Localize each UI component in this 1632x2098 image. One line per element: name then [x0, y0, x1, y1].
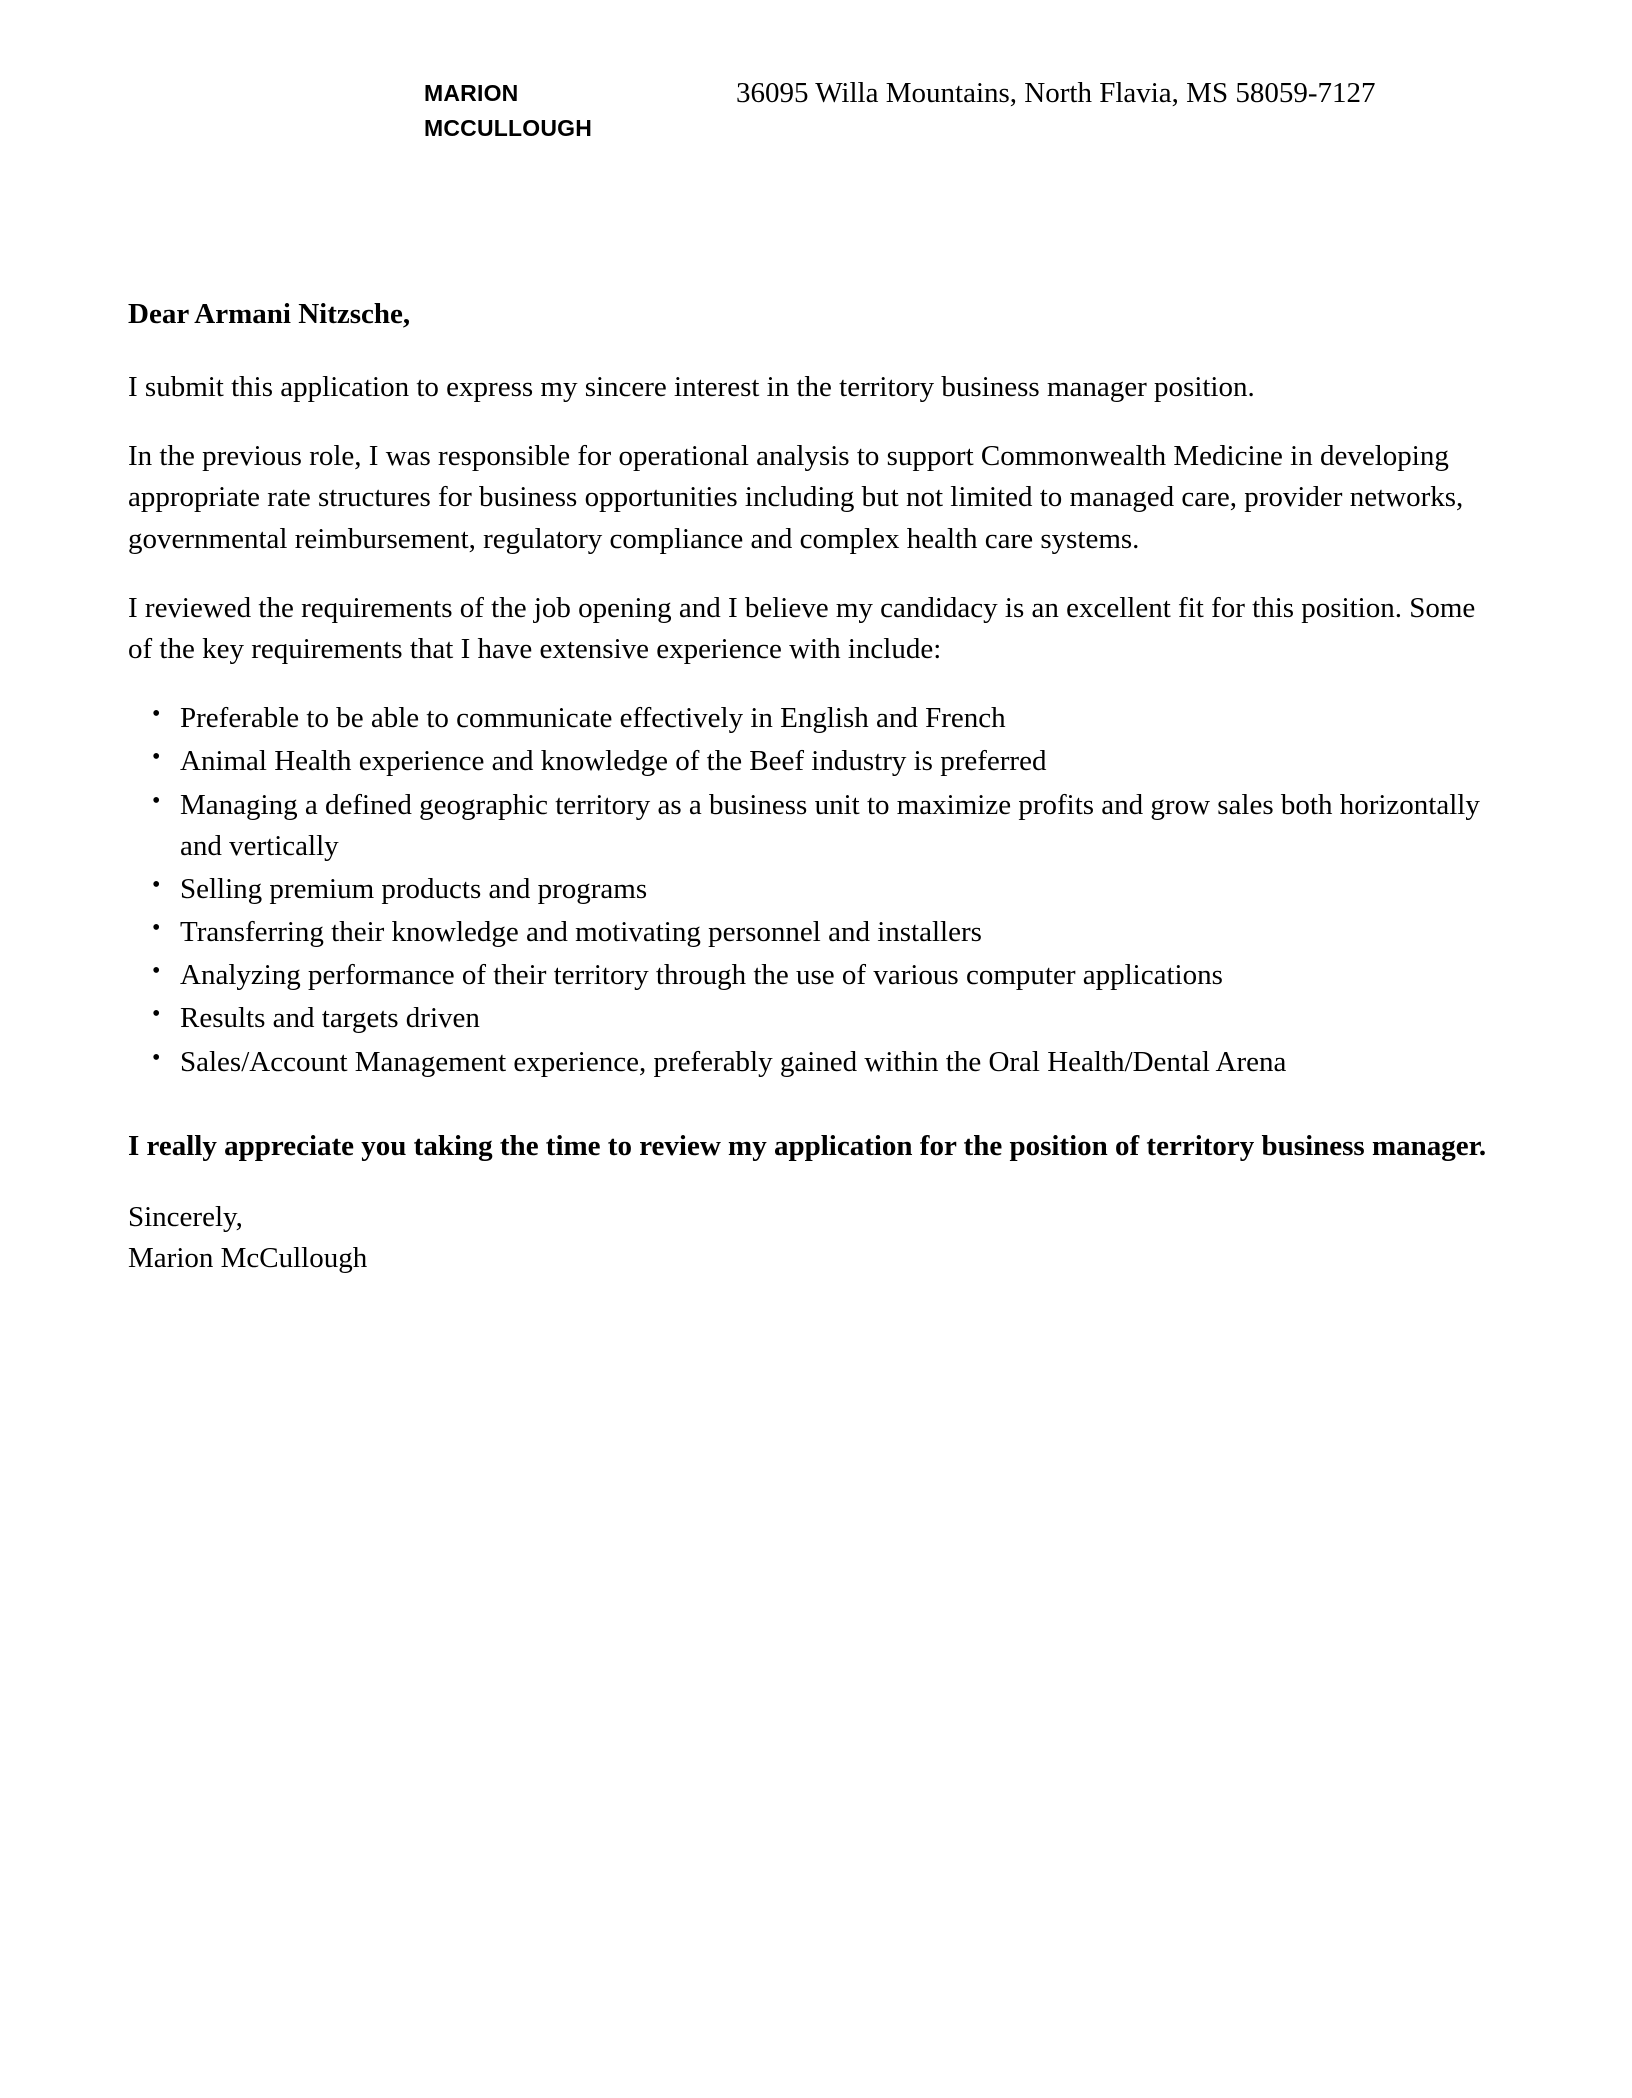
- requirements-list: [128, 698, 1503, 1083]
- sender-name: MARION MCCULLOUGH: [424, 80, 593, 141]
- signer-name: Marion McCullough: [128, 1242, 368, 1275]
- paragraph-experience: In the previous role, I was responsible for operational analysis to support Commonwealth Medicine in developing appropriate rate structures for business opportunities including but not limited to managed care, provider networks, governmental reimbursement, regulatory compliance and complex health care systems.: [128, 440, 1464, 555]
- salutation: Dear Armani Nitzsche,: [128, 298, 411, 330]
- signature-block: [128, 1197, 1503, 1279]
- list-item: • Selling premium products and programs: [180, 869, 1503, 910]
- letterhead: [0, 76, 1632, 146]
- paragraph-requirements-intro: I reviewed the requirements of the job opening and I believe my candidacy is an excellent fit for this position. Some of the key requirements that I have extensive experience with include:: [128, 591, 1476, 665]
- closing-statement: I really appreciate you taking the time to review my application for the position of territory business manager.: [128, 1129, 1487, 1162]
- sender-address: 36095 Willa Mountains, North Flavia, MS 58059-7127: [736, 77, 1376, 109]
- list-item: • Preferable to be able to communicate effectively in English and French: [180, 698, 1503, 739]
- letter-body: [128, 295, 1503, 1279]
- list-item: • Transferring their knowledge and motivating personnel and installers: [180, 912, 1503, 953]
- list-item: • Analyzing performance of their territory through the use of various computer applications: [180, 955, 1503, 996]
- list-item: • Animal Health experience and knowledge of the Beef industry is preferred: [180, 741, 1503, 782]
- list-item: • Sales/Account Management experience, preferably gained within the Oral Health/Dental Arena: [180, 1042, 1503, 1083]
- list-item: • Results and targets driven: [180, 998, 1503, 1039]
- paragraph-intro: I submit this application to express my sincere interest in the territory business manager position.: [128, 371, 1255, 404]
- valediction: Sincerely,: [128, 1200, 243, 1233]
- list-item: • Managing a defined geographic territory as a business unit to maximize profits and grow sales both horizontally and vertically: [180, 785, 1503, 867]
